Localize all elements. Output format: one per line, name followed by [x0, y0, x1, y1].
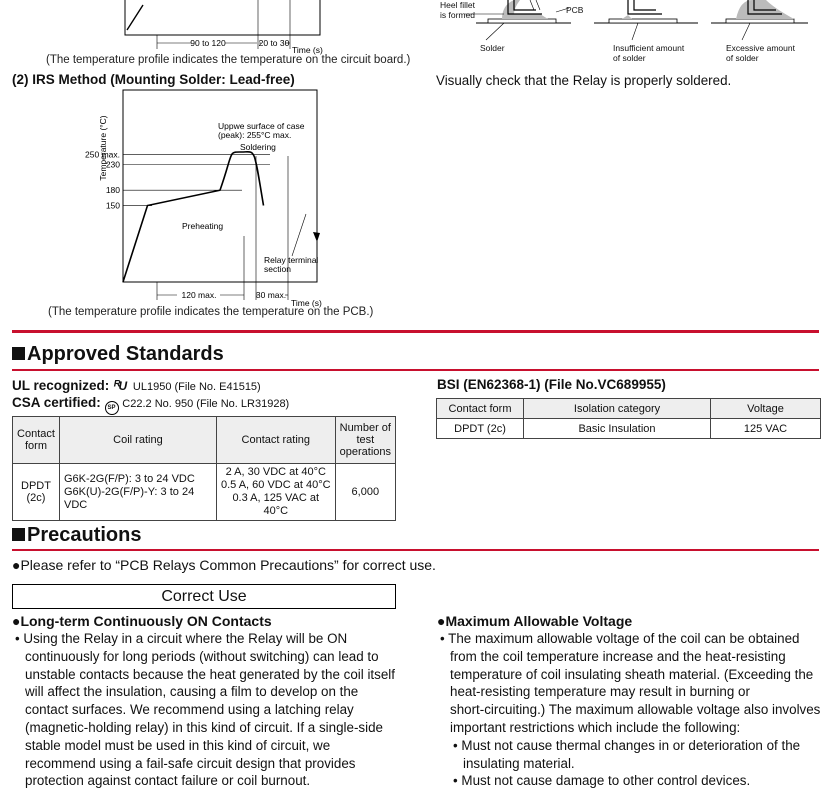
csa-logo-icon: SP	[105, 401, 119, 415]
bsi-col-isolation: Isolation category	[524, 399, 711, 419]
max-voltage-section	[437, 613, 830, 790]
temperature-curve	[123, 152, 264, 282]
interval-120-max: 120 max.	[181, 290, 217, 300]
y-axis-label: Temperature (°C)	[98, 115, 108, 181]
bsi-cell-form: DPDT (2c)	[437, 419, 524, 439]
ul-logo-icon: ᴿU	[113, 377, 126, 393]
max-voltage-body: • The maximum allowable voltage of the coil can be obtained from the coil temperature increase and the heat-resisting temperature of coil insulating sheath material. (Exceeding the heat-resisting temperature may result in burning or short-circuiting.) The maximum allowable voltage also involves important restrictions which include the following: • Must not cause thermal changes in or deterioration of the insulating material. • Must not cause damage to other control devices.	[440, 631, 821, 789]
ul-col-contact-form: Contact form	[13, 417, 60, 464]
ul-label: UL recognized:	[12, 378, 110, 393]
bsi-col-voltage: Voltage	[711, 399, 821, 419]
ul-line	[12, 377, 261, 393]
flow-chart-caption: (The temperature profile indicates the temperature on the circuit board.)	[46, 54, 411, 66]
correct-use-box: Correct Use	[12, 584, 396, 609]
bsi-col-contact-form: Contact form	[437, 399, 524, 419]
csa-label: CSA certified:	[12, 395, 101, 410]
excessive-label: Excessive amount of solder	[726, 43, 795, 63]
ul-cell-rating: 2 A, 30 VDC at 40°C 0.5 A, 60 VDC at 40°C 0.3 A, 125 VAC at 40°C	[216, 464, 335, 521]
annotation-upper-surface: Uppwe surface of case	[218, 121, 305, 131]
curve-arrowhead	[313, 232, 320, 242]
annotation-soldering: Soldering	[240, 142, 276, 152]
bsi-table	[436, 398, 821, 439]
annotation-peak: (peak): 255°C max.	[218, 130, 292, 140]
y-tick-label: 230	[105, 159, 120, 170]
pcb-label: PCB	[566, 5, 584, 15]
ul-text: UL1950 (File No. E41515)	[132, 381, 261, 393]
time-label-90-120: 90 to 120	[190, 38, 226, 48]
bsi-title: BSI (EN62368-1) (File No.VC689955)	[437, 377, 666, 392]
section-square-icon	[12, 528, 25, 541]
table-row	[437, 419, 821, 439]
visual-check-note: Visually check that the Relay is properly soldered.	[436, 73, 732, 88]
ul-cell-form: DPDT (2c)	[13, 464, 60, 521]
flow-solder-chart-fragment	[95, 0, 335, 56]
y-tick-label: 150	[105, 200, 120, 211]
insufficient-label: Insufficient amount of solder	[613, 43, 685, 63]
section-square-icon	[12, 347, 25, 360]
long-term-body: • Using the Relay in a circuit where the Relay will be ON continuously for long periods (without switching) can lead to unstable contacts because the heat generated by the coil itself will affect the insulation, causing a film to develop on the contact surfaces. We recommend using a latching relay (magnetic-holding relay) in this kind of circuit. If a single-side stable model must be used in this kind of circuit, we recommend using a fail-safe circuit design that provides protection against contact failure or coil burnout.	[15, 631, 395, 789]
ul-csa-table	[12, 416, 396, 521]
ul-col-operations: Number of test operations	[335, 417, 395, 464]
ul-col-coil-rating: Coil rating	[59, 417, 216, 464]
interval-30-max: 30 max.	[255, 290, 287, 300]
solder-label: Solder	[480, 43, 505, 53]
annotation-preheating: Preheating	[182, 221, 224, 231]
heel-fillet-label: Heel fillet is formed	[440, 0, 475, 20]
ul-cell-ops: 6,000	[335, 464, 395, 521]
csa-text: C22.2 No. 950 (File No. LR31928)	[122, 398, 290, 410]
csa-line	[12, 395, 289, 415]
ul-col-contact-rating: Contact rating	[216, 417, 335, 464]
divider-approved-under	[12, 369, 819, 371]
bsi-cell-voltage: 125 VAC	[711, 419, 821, 439]
table-row	[13, 464, 396, 521]
time-axis-label: Time (s)	[292, 45, 323, 55]
precautions-title: Precautions	[12, 524, 141, 547]
approved-standards-title: Approved Standards	[12, 343, 224, 366]
divider-approved	[12, 330, 819, 333]
annotation-section: section	[264, 264, 291, 274]
time-label-20-30: 20 to 30	[258, 38, 290, 48]
precautions-refer: ●Please refer to “PCB Relays Common Precautions” for correct use.	[12, 557, 436, 573]
bsi-cell-isolation: Basic Insulation	[524, 419, 711, 439]
ul-cell-coil: G6K-2G(F/P): 3 to 24 VDC G6K(U)-2G(F/P)-Y: 3 to 24 VDC	[59, 464, 216, 521]
irs-temperature-chart	[80, 86, 330, 308]
y-tick-label: 180	[105, 185, 120, 196]
x-axis-label: Time (s)	[291, 298, 322, 308]
long-term-title: ●Long-term Continuously ON Contacts	[12, 613, 272, 629]
divider-precautions	[12, 549, 819, 551]
long-term-section	[12, 613, 412, 790]
irs-chart-caption: (The temperature profile indicates the temperature on the PCB.)	[48, 306, 374, 318]
annotation-relay-terminal: Relay terminal	[264, 255, 319, 265]
irs-heading: (2) IRS Method (Mounting Solder: Lead-free)	[12, 72, 295, 87]
y-tick-label: 250 max.	[85, 149, 120, 160]
max-voltage-title: ●Maximum Allowable Voltage	[437, 613, 633, 629]
